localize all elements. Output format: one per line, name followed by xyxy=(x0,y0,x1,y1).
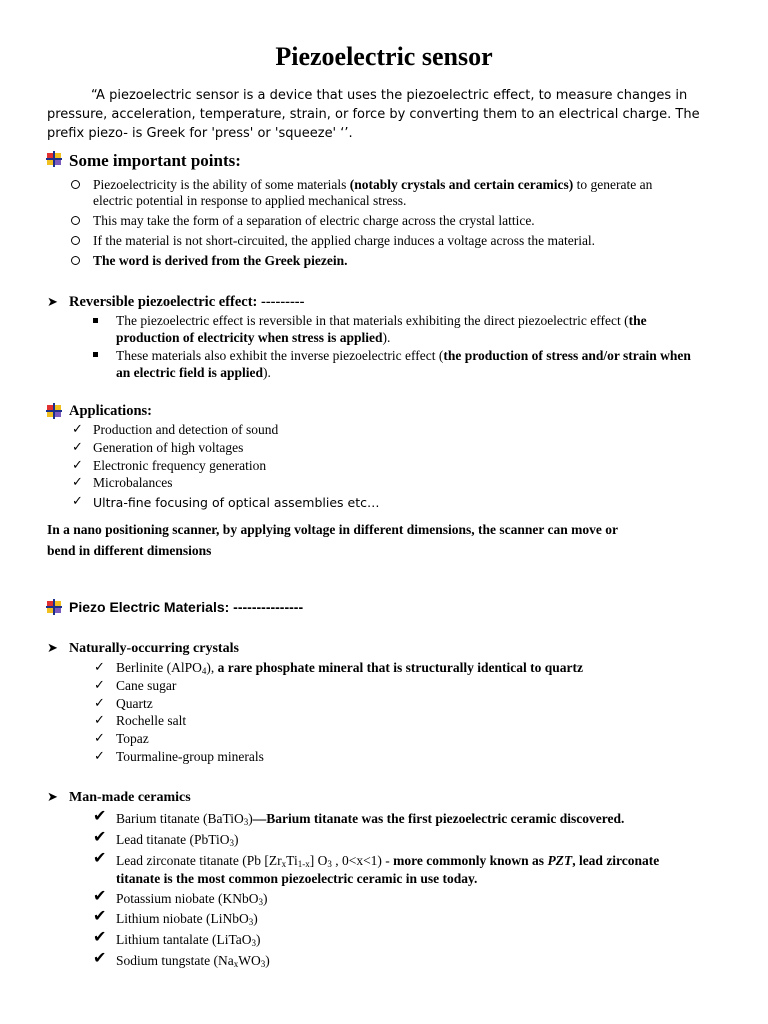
check-icon: ✓ xyxy=(94,712,105,727)
ceramic-item-lithium-niobate: Lithium niobate (LiNbO$_3$) xyxy=(116,911,258,927)
subheading-natural-crystals: Naturally-occurring crystals xyxy=(69,641,239,656)
nano-statement-line-1: In a nano positioning scanner, by applying voltage in different dimensions, the scanner can move or xyxy=(47,522,618,537)
check-icon: ✓ xyxy=(72,439,83,454)
section-heading-reversible: Reversible piezoelectric effect: --------- xyxy=(69,294,305,310)
application-item: Electronic frequency generation xyxy=(93,458,267,473)
section-heading-materials: Piezo Electric Materials: --------------- xyxy=(69,599,304,615)
page-title: Piezoelectric sensor xyxy=(275,42,493,71)
point-3: If the material is not short-circuited, the applied charge induces a voltage across the material. xyxy=(93,233,596,248)
arrow-bullet-icon: ➤ xyxy=(47,640,58,655)
ceramic-item-lithium-tantalate: Lithium tantalate (LiTaO$_3$) xyxy=(116,932,261,948)
check-icon: ✓ xyxy=(94,677,105,692)
square-bullet-icon xyxy=(93,352,98,357)
check-icon: ✓ xyxy=(72,457,83,472)
check-icon: ✓ xyxy=(94,748,105,763)
check-icon: ✓ xyxy=(94,695,105,710)
check-icon: ✓ xyxy=(72,474,83,489)
check-icon: ✔ xyxy=(93,808,107,825)
natural-item: Tourmaline-group minerals xyxy=(116,749,264,764)
circle-bullet-icon xyxy=(71,216,80,225)
ceramic-item-pzt-cont: titanate is the most common piezoelectric ceramic in use today. xyxy=(116,871,478,886)
square-bullet-icon xyxy=(93,318,98,323)
natural-item: Topaz xyxy=(116,731,149,746)
ceramic-item-lead-titanate: Lead titanate (PbTiO$_3$) xyxy=(116,832,239,848)
natural-item: Quartz xyxy=(116,696,153,711)
check-icon: ✔ xyxy=(93,950,107,967)
intro-paragraph: “A piezoelectric sensor is a device that uses the piezoelectric effect, to measure changes in pressure, acceleration, temperature, strain, or force by converting them to an electrical charge. The prefix piezo- is Greek for 'press' or 'squeeze' ‘’. xyxy=(47,88,700,141)
ceramic-item-barium-titanate: Barium titanate (BaTiO$_3$)—Barium titanate was the first piezoelectric ceramic discovered. xyxy=(116,811,625,827)
application-item: Microbalances xyxy=(93,475,173,490)
check-icon: ✔ xyxy=(93,829,107,846)
nano-statement-line-2: bend in different dimensions xyxy=(47,543,212,558)
point-1: Piezoelectricity is the ability of some materials (notably crystals and certain ceramics) to generate an xyxy=(93,177,653,192)
arrow-bullet-icon: ➤ xyxy=(47,789,58,804)
ceramic-item-sodium-tungstate: Sodium tungstate $(Na_xWO_3)$ xyxy=(116,953,270,969)
natural-item: Cane sugar xyxy=(116,678,177,693)
application-item: Generation of high voltages xyxy=(93,440,244,455)
reversible-bullet-1-cont: production of electricity when stress is applied). xyxy=(116,330,391,345)
bullet-flag-icon xyxy=(46,403,62,419)
natural-item: Rochelle salt xyxy=(116,713,187,728)
bullet-flag-icon xyxy=(46,599,62,615)
natural-item-berlinite: Berlinite (AlPO$_4$), a rare phosphate mineral that is structurally identical to quartz xyxy=(116,660,583,676)
reversible-bullet-2: These materials also exhibit the inverse piezoelectric effect (the production of stress and/or strain when xyxy=(116,348,691,363)
check-icon: ✓ xyxy=(94,659,105,674)
bullet-flag-icon xyxy=(46,151,62,167)
arrow-bullet-icon: ➤ xyxy=(47,294,58,309)
check-icon: ✔ xyxy=(93,908,107,925)
section-heading-applications: Applications: xyxy=(69,403,152,419)
section-heading-important-points: Some important points: xyxy=(69,151,241,170)
ceramic-item-pzt: Lead zirconate titanate (Pb $[Zr_xTi_{1-x}]$ $O_3$ , 0<x<1) - more commonly known as PZT, lead zirconate xyxy=(116,853,660,869)
circle-bullet-icon xyxy=(71,180,80,189)
ceramic-item-potassium-niobate: Potassium niobate (KNbO$_3$) xyxy=(116,891,268,907)
point-2: This may take the form of a separation of electric charge across the crystal lattice. xyxy=(93,213,535,228)
circle-bullet-icon xyxy=(71,236,80,245)
point-1-cont: electric potential in response to applied mechanical stress. xyxy=(93,193,407,208)
reversible-bullet-2-cont: an electric field is applied). xyxy=(116,365,271,380)
check-icon: ✓ xyxy=(72,493,83,508)
check-icon: ✔ xyxy=(93,929,107,946)
point-4: The word is derived from the Greek piezein. xyxy=(93,253,348,268)
check-icon: ✔ xyxy=(93,850,107,867)
check-icon: ✓ xyxy=(72,421,83,436)
reversible-bullet-1: The piezoelectric effect is reversible in that materials exhibiting the direct piezoelectric effect (the xyxy=(116,313,647,328)
subheading-man-made-ceramics: Man-made ceramics xyxy=(69,790,191,805)
application-item: Ultra-fine focusing of optical assemblies etc… xyxy=(93,495,380,510)
check-icon: ✔ xyxy=(93,888,107,905)
application-item: Production and detection of sound xyxy=(93,422,279,437)
check-icon: ✓ xyxy=(94,730,105,745)
circle-bullet-icon xyxy=(71,256,80,265)
